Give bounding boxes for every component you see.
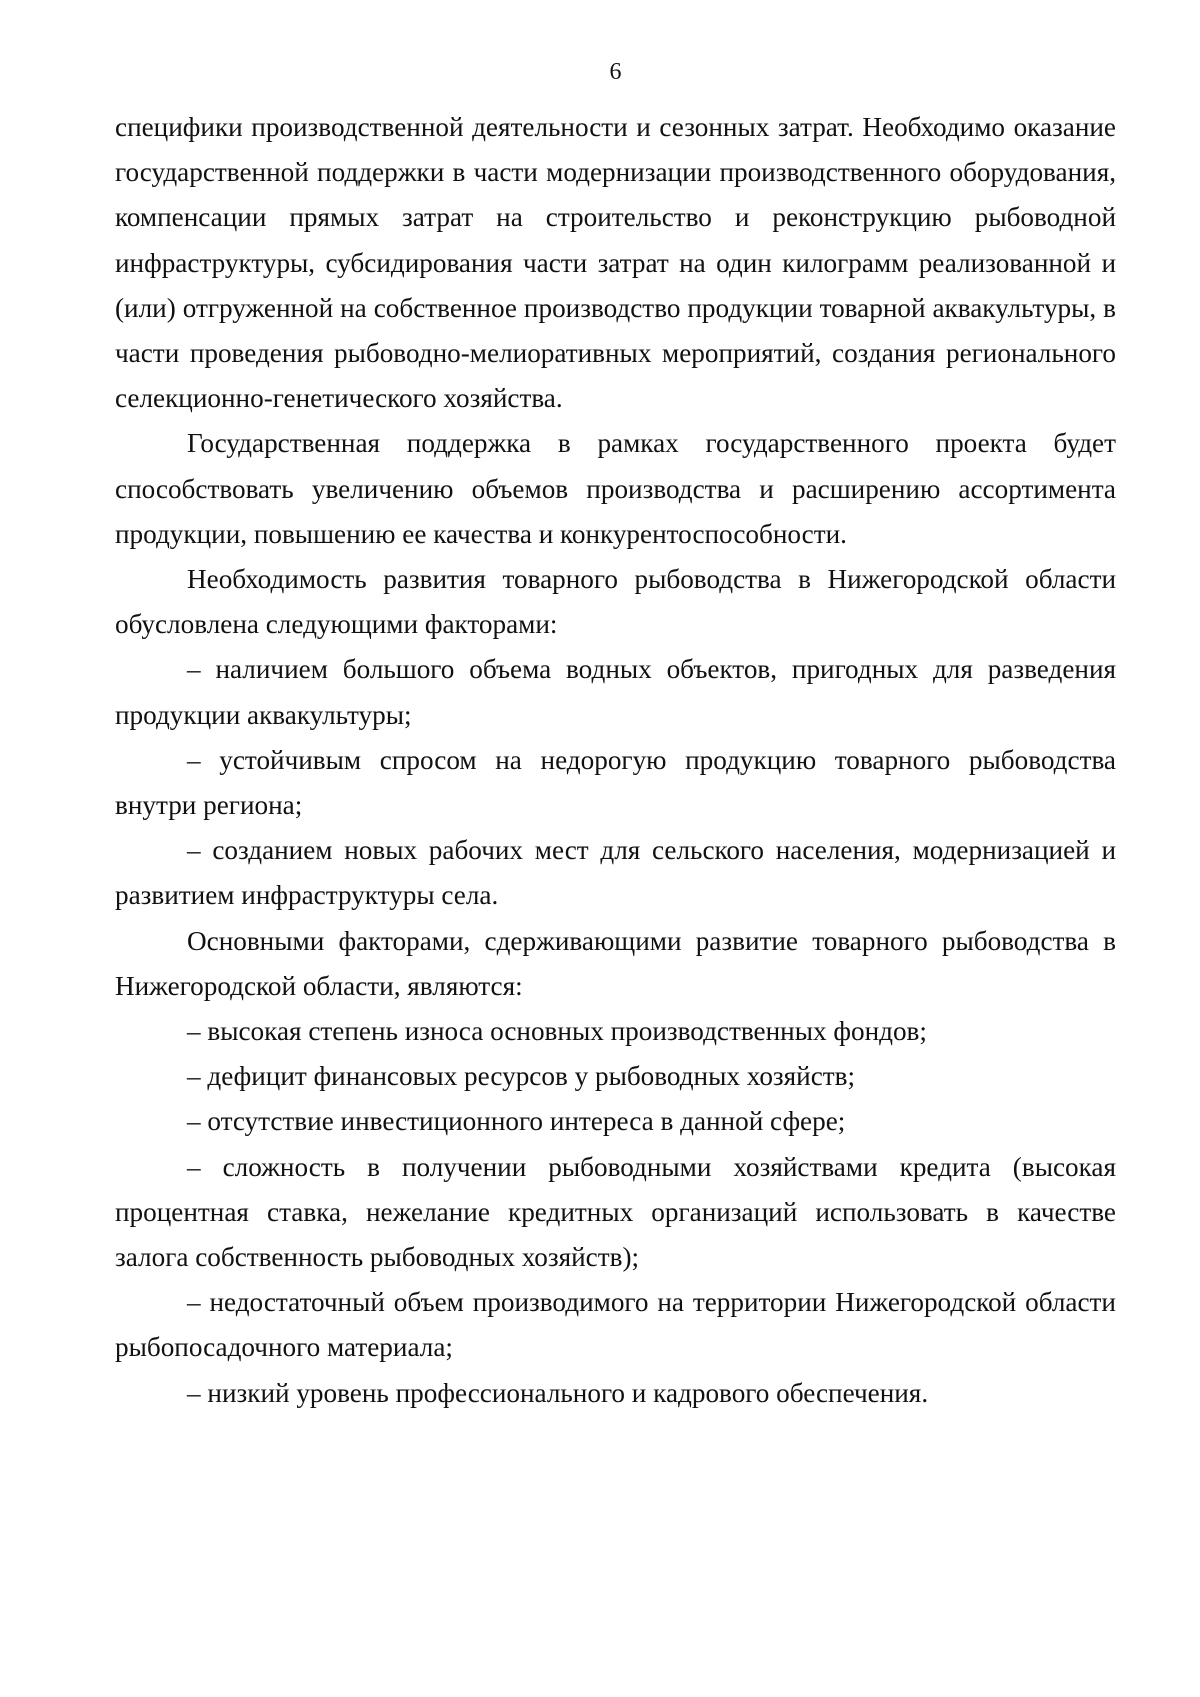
list-item-seed-material: – недостаточный объем производимого на территории Нижегородской области рыбопосадочного материала; [115,1287,1116,1363]
paragraph-continuation: специфики производственной деятельности и сезонных затрат. Необходимо оказание государственной поддержки в части модернизации производственного оборудования, компенсации прямых затрат на строительство и реконструкцию рыбоводной инфраструктуры, субсидирования части затрат на один килограмм реализованной и (или) отгруженной на собственное производство продукции товарной аквакультуры, в части проведения рыбоводно-мелиоративных мероприятий, создания регионального селекционно-генетического хозяйства. [115,112,1116,414]
list-item-wear: – высокая степень износа основных производственных фондов; [187,1016,927,1047]
list-item-investment: – отсутствие инвестиционного интереса в данной сфере; [187,1106,846,1137]
list-item-water-bodies: – наличием большого объема водных объектов, пригодных для разведения продукции аквакультуры; [115,654,1116,730]
paragraph-constraining-factors: Основными факторами, сдерживающими развитие товарного рыбоводства в Нижегородской области, являются: [115,925,1116,1001]
page-number: 6 [609,59,622,85]
paragraph-state-support: Государственная поддержка в рамках государственного проекта будет способствовать увеличению объемов производства и расширению ассортимента продукции, повышению ее качества и конкурентоспособности. [115,428,1116,549]
list-item-finance-deficit: – дефицит финансовых ресурсов у рыбоводных хозяйств; [187,1061,856,1092]
list-item-credit: – сложность в получении рыбоводными хозяйствами кредита (высокая процентная ставка, нежелание кредитных организаций использовать в качестве залога собственность рыбоводных хозяйств); [115,1151,1116,1273]
document-body [115,105,1116,1416]
paragraph-development-need: Необходимость развития товарного рыбоводства в Нижегородской области обусловлена следующими факторами: [115,564,1116,640]
list-item-demand: – устойчивым спросом на недорогую продукцию товарного рыбоводства внутри региона; [115,744,1116,821]
list-item-jobs: – созданием новых рабочих мест для сельского населения, модернизацией и развитием инфраструктуры села. [115,835,1116,911]
list-item-staffing: – низкий уровень профессионального и кадрового обеспечения. [187,1377,929,1408]
